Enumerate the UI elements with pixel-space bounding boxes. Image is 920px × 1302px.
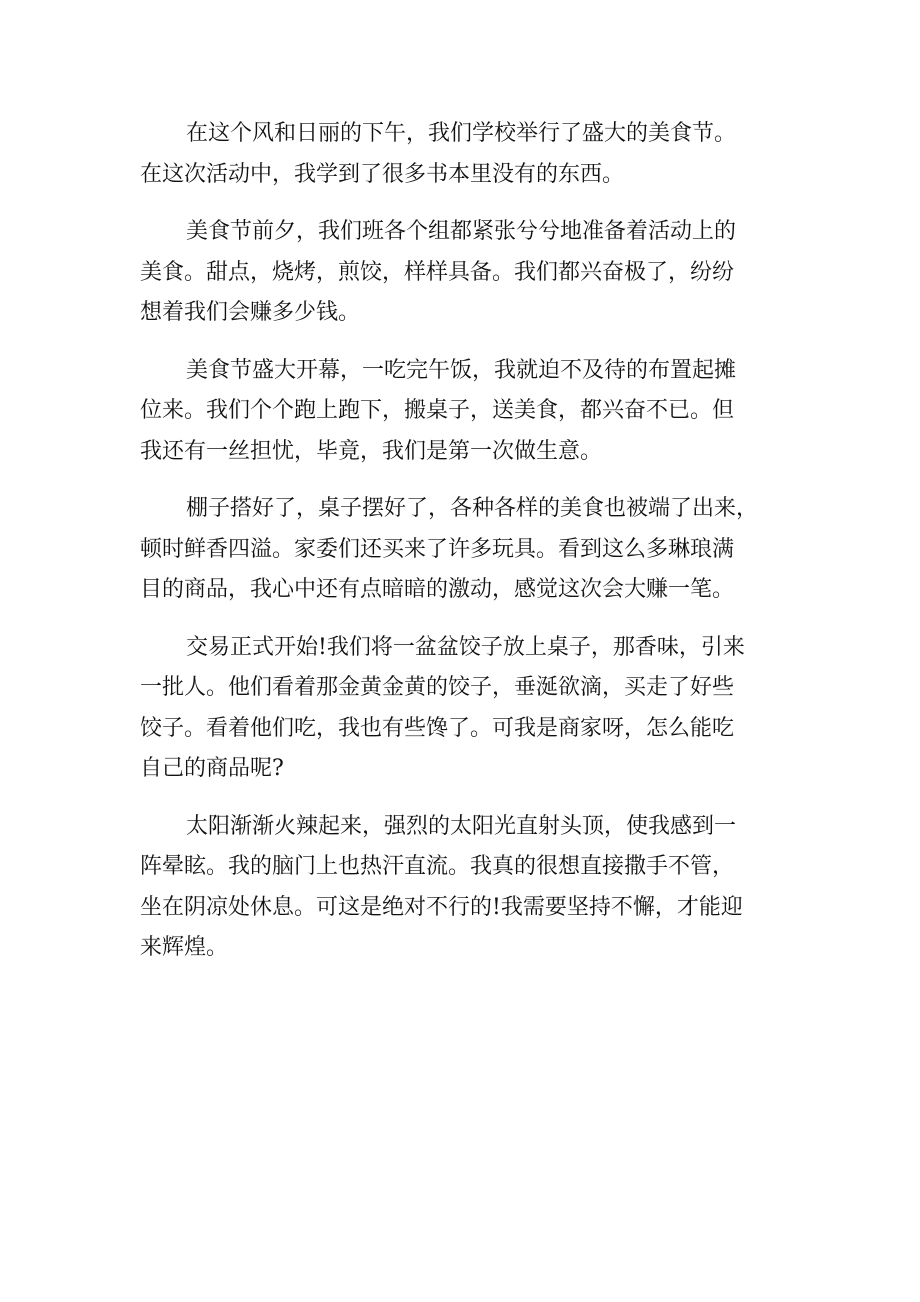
paragraph-6 [140,807,782,969]
paragraph-line: 太阳渐渐火辣起来，强烈的太阳光直射头顶，使我感到一 [186,813,737,839]
paragraph-line: 位来。我们个个跑上跑下，搬桌子，送美食，都兴奋不已。但 [140,398,735,423]
paragraph-line: 坐在阴凉处休息。可这是绝对不行的!我需要坚持不懈，才能迎 [140,894,743,920]
paragraph-line: 一批人。他们看着那金黄金黄的饺子，垂涎欲滴，买走了好些 [140,675,735,700]
paragraph-line: 饺子。看着他们吃，我也有些馋了。可我是商家呀，怎么能吃 [140,715,735,741]
paragraph-3 [140,351,782,473]
paragraph-line: 想着我们会赚多少钱。 [140,300,361,325]
paragraph-line: 自己的商品呢? [140,756,284,781]
paragraph-line: 顿时鲜香四溢。家委们还买来了许多玩具。看到这么多琳琅满 [140,536,735,562]
paragraph-line: 目的商品，我心中还有点暗暗的激动，感觉这次会大赚一笔。 [140,577,735,602]
paragraph-line: 美食节前夕，我们班各个组都紧张兮兮地准备着活动上的 [186,219,737,244]
paragraph-line: 在这个风和日丽的下午，我们学校举行了盛大的美食节。 [186,121,737,146]
paragraph-line: 我还有一丝担忧，毕竟，我们是第一次做生意。 [140,438,603,464]
paragraph-line: 来辉煌。 [140,935,229,960]
paragraph-line: 在这次活动中，我学到了很多书本里没有的东西。 [140,161,625,187]
paragraph-line: 美食。甜点，烧烤，煎饺，样样具备。我们都兴奋极了，纷纷 [140,259,735,285]
paragraph-1 [140,114,782,195]
paragraph-5 [140,628,782,790]
document-body [140,114,782,986]
paragraph-4 [140,489,782,611]
paragraph-line: 交易正式开始!我们将一盆盆饺子放上桌子，那香味，引来 [186,634,745,660]
paragraph-line: 美食节盛大开幕，一吃完午饭，我就迫不及待的布置起摊 [186,357,737,383]
paragraph-2 [140,212,782,334]
paragraph-line: 棚子搭好了，桌子摆好了，各种各样的美食也被端了出来， [186,496,759,521]
paragraph-line: 阵晕眩。我的脑门上也热汗直流。我真的很想直接撒手不管， [140,854,735,879]
